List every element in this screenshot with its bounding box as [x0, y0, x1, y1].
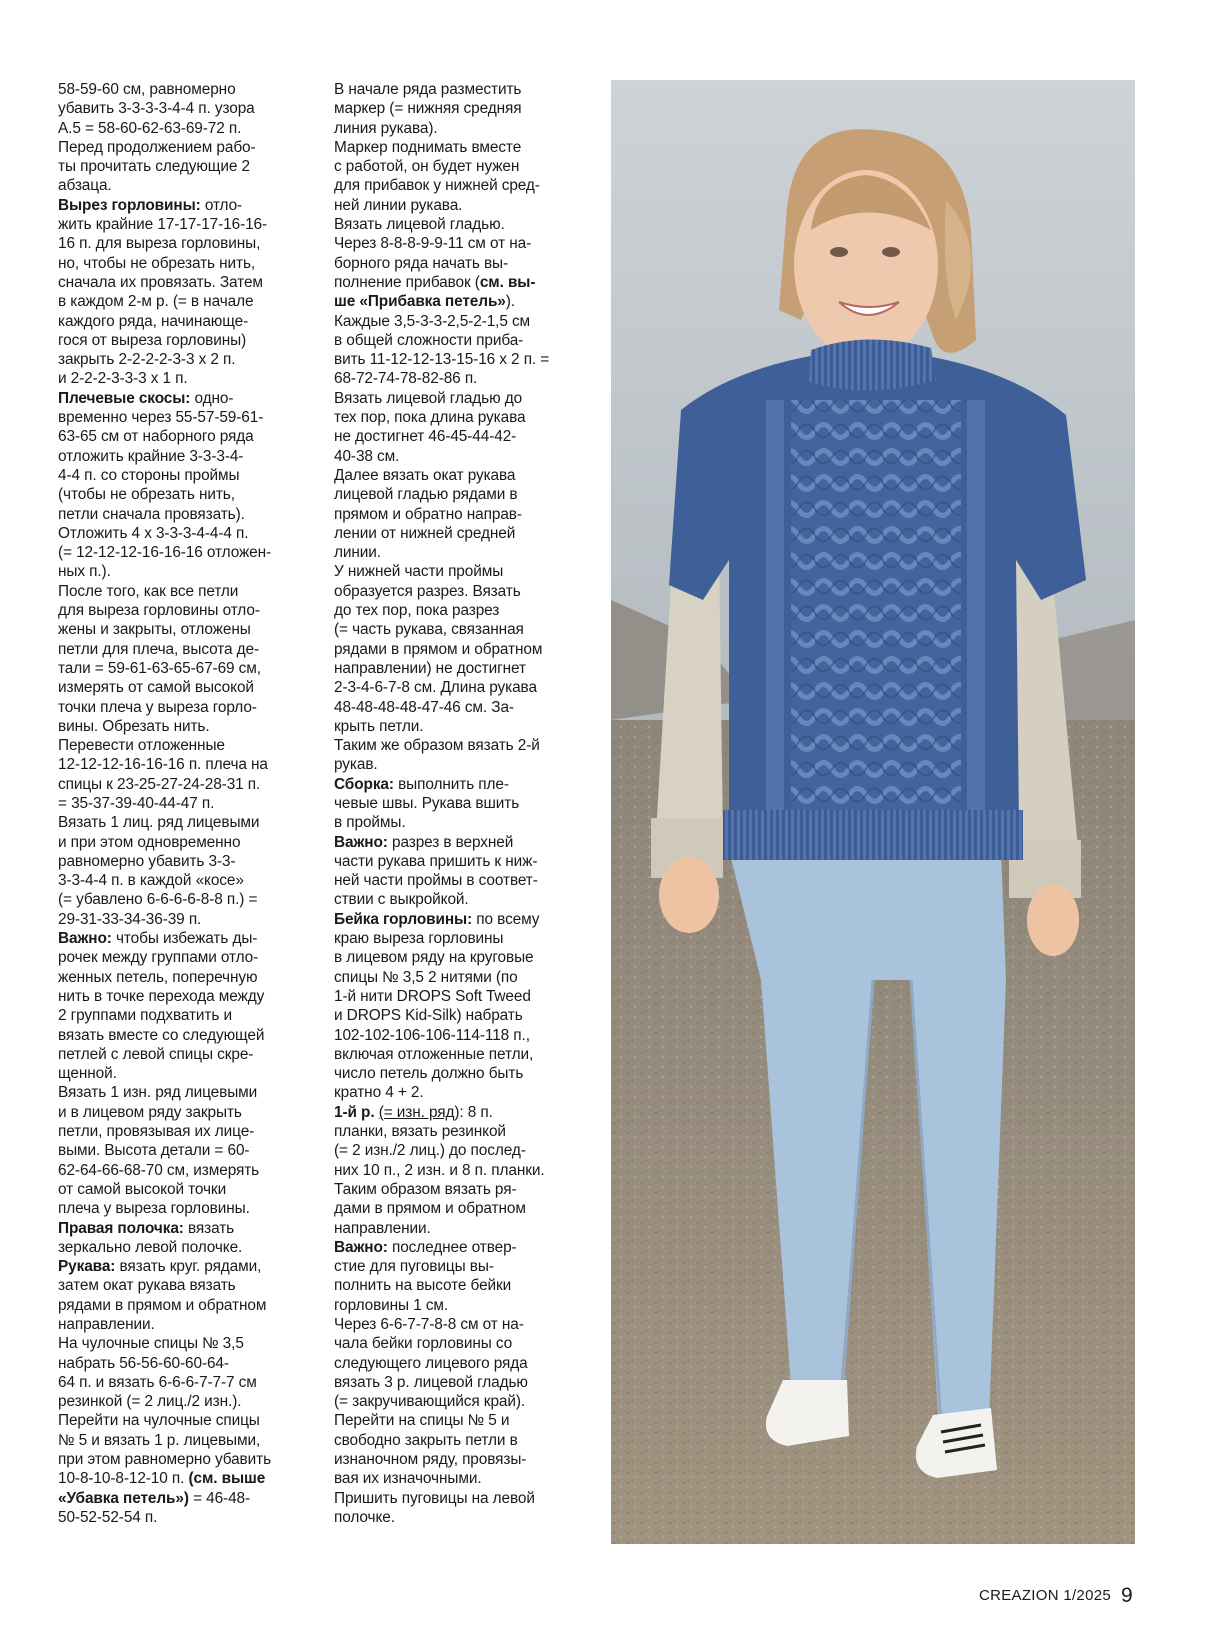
body-text: по всему краю выреза горловины в лицевом ряду на круговые спицы № 3,5 2 нитями (по 1-й нити DROPS Soft Tweed и DROPS Kid-Silk) набрать 102-102-106-106-114-118 п., включая отложенные петли, число петель должно быть кратно 4 + 2.	[334, 910, 540, 1102]
body-text: 58-59-60 см, равномерно убавить 3-3-3-3-4-4 п. узора А.5 = 58-60-62-63-69-72 п. Перед продолжением рабо- ты прочитать следующие 2 абзаца.	[58, 81, 256, 195]
section-heading: Рукава:	[58, 1258, 116, 1276]
section-heading: Важно:	[58, 930, 112, 948]
model-photo-illustration	[611, 80, 1135, 1544]
section-heading: Правая полочка:	[58, 1219, 184, 1237]
body-text: последнее отвер- стие для пуговицы вы- полнить на высоте бейки горловины 1 см. Через 6-6-7-7-8-8 см от на- чала бейки горловины со следующего лицевого ряда вязать 3 р. лицевой гладью (= закручивающийся край). Перейти на спицы № 5 и свободно закрыть петли в изнаночном ряду, провязы- вая их изначочными. Пришить пуговицы на левой полочке.	[334, 1238, 535, 1526]
page-footer	[979, 1582, 1133, 1606]
body-text: разрез в верхней части рукава пришить к ниж- ней части проймы в соответ- ствии с выкройкой.	[334, 833, 538, 909]
section-heading: Вырез горловины:	[58, 196, 201, 214]
underlined-note: (= изн. ряд)	[378, 1103, 460, 1121]
magazine-issue: CREAZION 1/2025	[978, 1587, 1112, 1604]
section-heading: (см. выше «Убавка петель»)	[58, 1470, 266, 1507]
body-text: = 46-48- 50-52-52-54 п.	[58, 1489, 251, 1526]
section-heading: Сборка:	[334, 775, 394, 793]
page-number: 9	[1121, 1584, 1133, 1607]
section-heading: 1-й р.	[334, 1103, 375, 1121]
section-heading: см. вы- ше «Прибавка петель»	[334, 273, 536, 311]
section-heading: Бейка горловины:	[334, 910, 473, 928]
instructions-column-right	[334, 80, 596, 1527]
section-heading: Важно:	[334, 833, 388, 851]
model-photo	[611, 80, 1135, 1544]
body-text: чтобы избежать ды- рочек между группами отло- женных петель, поперечную нить в точке перехода между 2 группами подхватить и вязать вместе со следующей петлей с левой спицы скре- щенной. Вязать 1 изн. ряд лицевыми и в лицевом ряду закрыть петли, провязывая их лице- выми. Высота детали = 60- 62-64-66-68-70 см, измерять от самой высокой точки плеча у выреза горловины.	[58, 930, 265, 1218]
body-text: отло- жить крайние 17-17-17-16-16- 16 п. для выреза горловины, но, чтобы не обрезать нить, сначала их провязать. Затем в каждом 2-м р. (= в начале каждого ряда, начинающе- гося от выреза горловины) закрыть 2-2-2-2-3-3 х 2 п. и 2-2-2-3-3-3 х 1 п.	[58, 196, 268, 388]
body-text: вязать круг. рядами, затем окат рукава вязать рядами в прямом и обратном направлении. На чулочные спицы № 3,5 набрать 56-56-60-60-64- 64 п. и вязать 6-6-6-7-7-7 см резинкой (= 2 лиц./2 изн.). Перейти на чулочные спицы № 5 и вязать 1 р. лицевыми, при этом равномерно убавить 10-8-10-8-12-10 п.	[58, 1258, 271, 1488]
body-text: одно- временно через 55-57-59-61- 63-65 см от наборного ряда отложить крайние 3-3-3-4- 4-4 п. со стороны проймы (чтобы не обрезать нить, петли сначала провязать). Отложить 4 х 3-3-3-4-4-4 п. (= 12-12-12-16-16-16 отложен- ных п.). После того, как все петли для выреза горловины отло- жены и закрыты, отложены петли для плеча, высота де- тали = 59-61-63-65-67-69 см, измерять от самой высокой точки плеча у выреза горло- вины. Обрезать нить. Перевести отложенные 12-12-12-16-16-16 п. плеча на спицы к 23-25-27-24-28-31 п. = 35-37-39-40-44-47 п. Вязать 1 лиц. ряд лицевыми и при этом одновременно равномерно убавить 3-3- 3-3-4-4 п. в каждой «косе» (= убавлено 6-6-6-6-8-8 п.) = 29-31-33-34-36-39 п.	[58, 389, 272, 928]
instructions-column-left	[58, 80, 316, 1527]
body-text: выполнить пле- чевые швы. Рукава вшить в проймы.	[334, 775, 520, 832]
section-heading: Важно:	[334, 1238, 388, 1256]
body-text: В начале ряда разместить маркер (= нижняя средняя линия рукава). Маркер поднимать вместе с работой, он будет нужен для прибавок у нижней сред- ней линии рукава. Вязать лицевой гладью. Через 8-8-8-9-9-11 см от на- борного ряда начать вы- полнение прибавок (	[334, 81, 540, 291]
body-text: вязать зеркально левой полочке.	[58, 1219, 243, 1256]
section-heading: Плечевые скосы:	[58, 389, 191, 407]
body-text: ). Каждые 3,5-3-3-2,5-2-1,5 см в общей сложности приба- вить 11-12-12-13-15-16 х 2 п. = 68-72-74-78-82-86 п. Вязать лицевой гладью до тех пор, пока длина рукава не достигнет 46-45-44-42- 40-38 см. Далее вязать окат рукава лицевой гладью рядами в прямом и обратно направ- лении от нижней средней линии. У нижней части проймы образуется разрез. Вязать до тех пор, пока разрез (= часть рукава, связанная рядами в прямом и обратном направлении) не достигнет 2-3-4-6-7-8 см. Длина рукава 48-48-48-48-47-46 см. За- крыть петли. Таким же образом вязать 2-й рукав.	[334, 293, 550, 774]
body-text: : 8 п. планки, вязать резинкой (= 2 изн./2 лиц.) до послед- них 10 п., 2 изн. и 8 п. планки. Таким образом вязать ря- дами в прямом и обратном направлении.	[334, 1103, 545, 1237]
